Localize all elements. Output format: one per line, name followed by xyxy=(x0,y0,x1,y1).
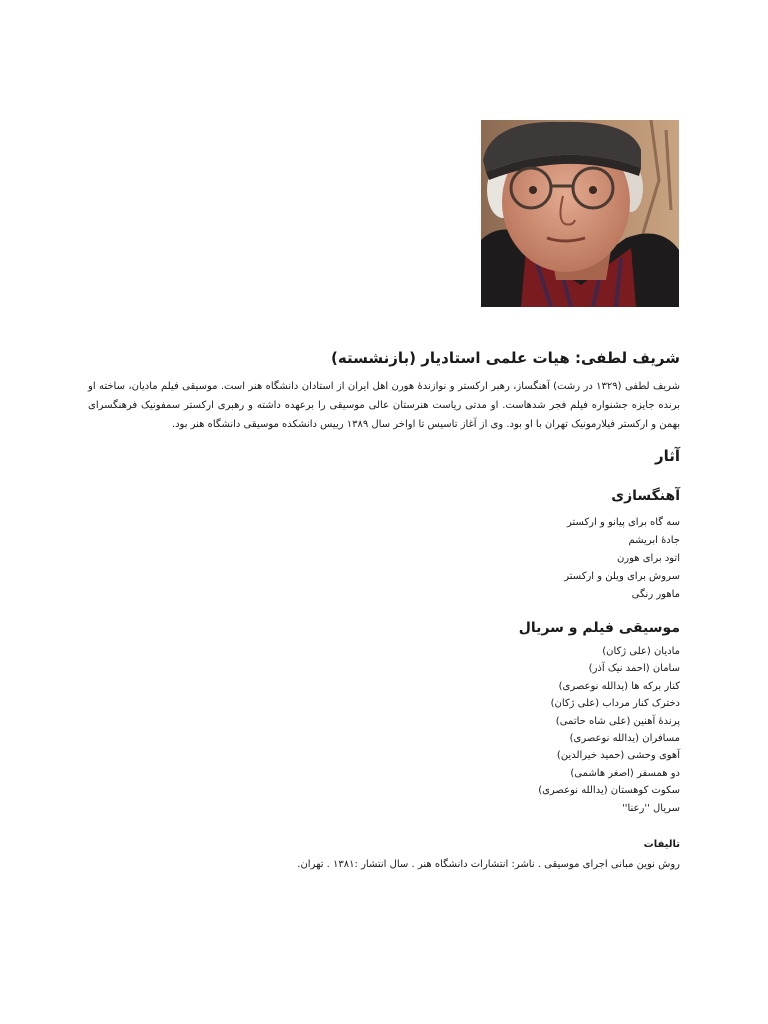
list-item: مادیان (علی ژکان) xyxy=(602,646,680,657)
composition-heading: آهنگسازی xyxy=(611,488,680,504)
list-item: سروش برای ویلن و ارکستر xyxy=(564,571,680,582)
list-item: مسافران (یدالله نوعصری) xyxy=(569,732,680,744)
list-item: سامان (احمد نیک آذر) xyxy=(588,663,680,675)
list-item: سریال ''رعنا'' xyxy=(621,802,680,814)
publication-item: روش نوین مبانی اجرای موسیقی . ناشر: انتشارات دانشگاه هنر . سال انتشار :۱۳۸۱ . تهران. xyxy=(297,859,680,870)
list-item: ماهور رنگی xyxy=(631,589,680,600)
list-item: آهوی وحشی (حمید خیرالدین) xyxy=(556,750,680,762)
page-title: شریف لطفی: هیات علمی استادیار (بازنشسته) xyxy=(331,349,680,367)
list-item: سه گاه برای پیانو و ارکستر xyxy=(566,517,680,528)
list-item: دو همسفر (اصغر هاشمی) xyxy=(570,767,680,779)
portrait-photo xyxy=(481,120,679,307)
publications-heading: تالیفات xyxy=(643,839,680,850)
list-item: پرندهٔ آهنین (علی شاه حاتمی) xyxy=(555,715,680,727)
list-item: دخترک کنار مرداب (علی ژکان) xyxy=(550,698,680,710)
biography-paragraph: شریف لطفی (۱۳۲۹ در رشت) آهنگساز، رهبر ارکستر و نوازندهٔ هورن اهل ایران از استادان دانشگاه هنر است. موسیقی فیلم مادیان، ساخته او برنده جایزه جشنواره فیلم فجر شدهاست. او مدتی ریاست هنرستان عالی موسیقی را برعهده داشته و رهبری ارکستر سمفونیک فرهنگسرای بهمن و ارکستر فیلارمونیک تهران با او بود. وی از آغاز تاسیس تا اواخر سال ۱۳۸۹ رییس دانشکده موسیقی دانشگاه هنر بود. xyxy=(88,381,681,430)
works-heading: آثار xyxy=(654,447,680,465)
list-item: جادهٔ ابریشم xyxy=(628,535,680,546)
film-music-heading: موسیقی فیلم و سریال xyxy=(518,620,680,636)
list-item: کنار برکه ها (یدالله نوعصری) xyxy=(558,680,680,692)
list-item: سکوت کوهستان (یدالله نوعصری) xyxy=(538,785,680,797)
film-music-list xyxy=(88,643,680,817)
list-item: اتود برای هورن xyxy=(616,553,680,564)
composition-list xyxy=(88,514,680,604)
